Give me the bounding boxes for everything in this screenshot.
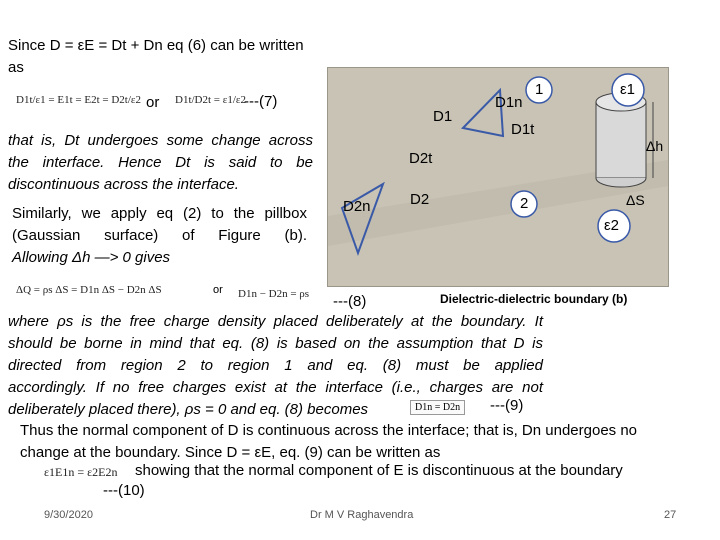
pillbox-text bbox=[12, 203, 307, 269]
label-eps1: ε1 bbox=[620, 81, 636, 98]
equation-8-or: or bbox=[213, 284, 223, 296]
intro-line-2: as bbox=[8, 59, 24, 76]
tangential-line-1: that is, Dt undergoes some change across bbox=[8, 132, 313, 149]
pillbox-line-2: (Gaussian surface) of Figure (b). bbox=[12, 227, 307, 244]
normal-component-text bbox=[20, 420, 720, 464]
free-charge-line-4: accordingly. If no free charges exist at the interface (i.e., charges are not bbox=[8, 379, 543, 396]
equation-7-or: or bbox=[146, 94, 160, 111]
intro-text bbox=[8, 35, 328, 79]
equation-9-label: ---(9) bbox=[490, 397, 524, 414]
equation-7-left: D1t/ε1 = E1t = E2t = D2t/ε2 bbox=[16, 94, 142, 106]
label-d2n: D2n bbox=[343, 198, 371, 215]
normal-line-2: change at the boundary. Since D = εE, eq. (9) can be written as bbox=[20, 444, 441, 461]
label-region-1: 1 bbox=[535, 81, 544, 98]
free-charge-line-5: deliberately placed there), ρs = 0 and eq. (8) becomes bbox=[8, 401, 369, 418]
figure-caption: Dielectric-dielectric boundary (b) bbox=[440, 292, 628, 306]
normal-line-3: showing that the normal component of E is discontinuous at the boundary bbox=[135, 462, 623, 479]
dielectric-boundary-figure bbox=[327, 67, 669, 287]
label-d1n: D1n bbox=[495, 94, 523, 111]
pillbox-line-1: Similarly, we apply eq (2) to the pillbox bbox=[12, 205, 307, 222]
free-charge-line-3: directed from region 2 to region 1 and eq. (8) must be applied bbox=[8, 357, 543, 374]
pillbox-line-3: Allowing Δh —> 0 gives bbox=[12, 249, 171, 266]
free-charge-line-1: where ρs is the free charge density placed deliberately at the boundary. It bbox=[8, 313, 543, 330]
equation-10: ε1E1n = ε2E2n bbox=[44, 465, 118, 479]
label-d2: D2 bbox=[410, 191, 430, 208]
footer-date: 9/30/2020 bbox=[44, 509, 93, 521]
equation-7-label: ---(7) bbox=[244, 93, 278, 110]
label-delta-h: Δh bbox=[646, 138, 664, 154]
footer-author: Dr M V Raghavendra bbox=[310, 509, 414, 521]
tangential-line-3: discontinuous across the interface. bbox=[8, 176, 239, 193]
equation-8-label: ---(8) bbox=[333, 293, 367, 310]
equation-8-right: D1n − D2n = ρs bbox=[238, 288, 310, 300]
tangential-text bbox=[8, 130, 313, 196]
label-delta-s: ΔS bbox=[626, 192, 645, 208]
free-charge-line-2: should be borne in mind that eq. (8) is based on the assumption that D is bbox=[8, 335, 543, 352]
equation-8-left: ΔQ = ρs ΔS = D1n ΔS − D2n ΔS bbox=[16, 284, 162, 296]
tangential-line-2: the interface. Hence Dt is said to be bbox=[8, 154, 313, 171]
equation-10-label: ---(10) bbox=[103, 482, 145, 499]
intro-line-1: Since D = εE = Dt + Dn eq (6) can be written bbox=[8, 37, 304, 54]
equation-7-right: D1t/D2t = ε1/ε2 bbox=[175, 94, 247, 106]
footer-page-number: 27 bbox=[664, 509, 677, 521]
equation-9: D1n = D2n bbox=[410, 400, 465, 415]
pillbox-body bbox=[596, 102, 646, 178]
label-d2t: D2t bbox=[409, 150, 433, 167]
normal-line-1: Thus the normal component of D is continuous across the interface; that is, Dn undergoes no bbox=[20, 422, 638, 439]
label-d1t: D1t bbox=[511, 121, 535, 138]
label-eps2: ε2 bbox=[604, 217, 620, 234]
label-region-2: 2 bbox=[520, 195, 529, 212]
label-d1: D1 bbox=[433, 108, 453, 125]
